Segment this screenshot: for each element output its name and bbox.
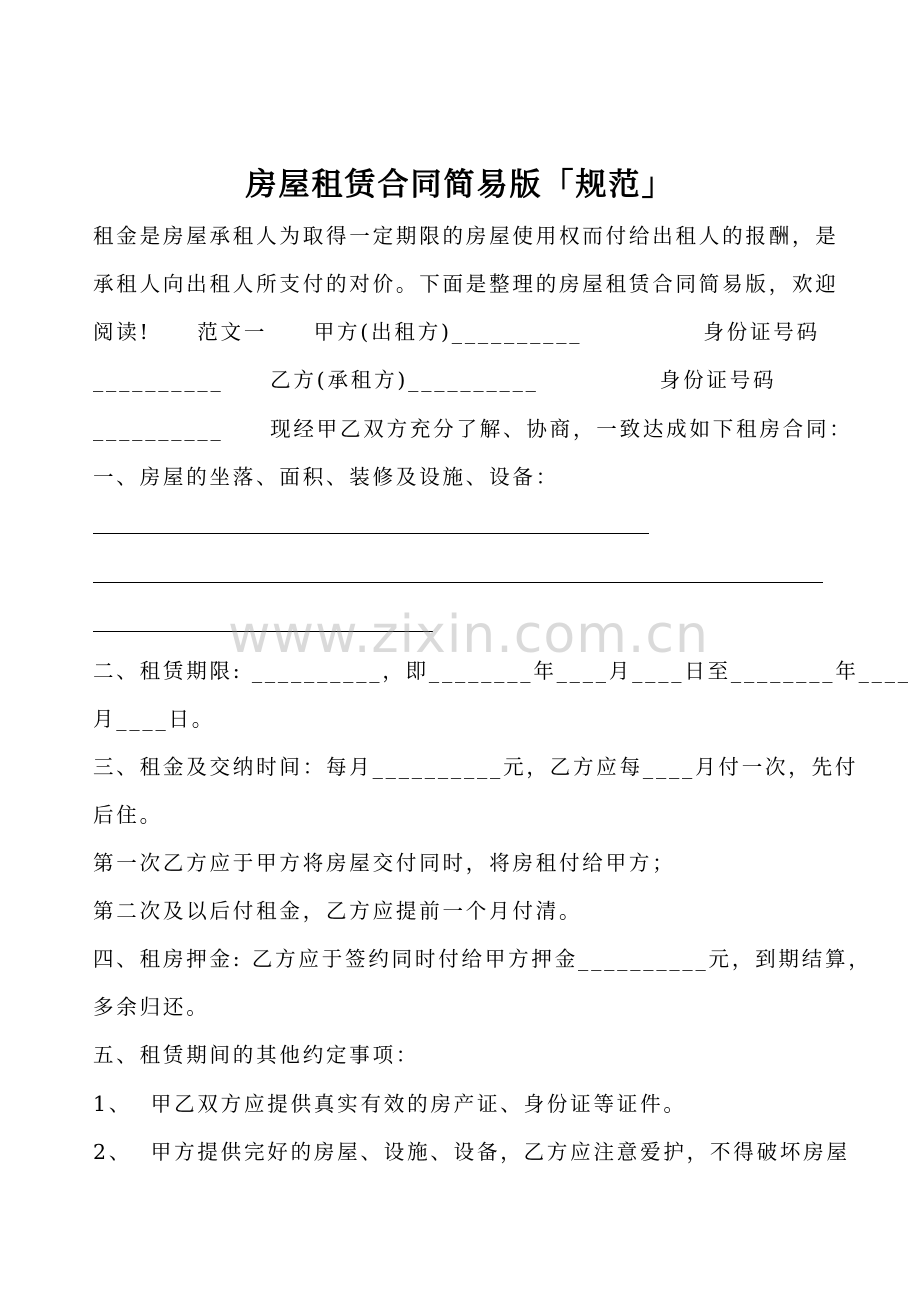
section-heading-4: 四、租房押金: 乙方应于签约同时付给甲方押金__________元，到期结算， <box>93 947 872 971</box>
paragraph-line-6: 月____日。 <box>93 707 216 731</box>
list-item-2: 2、 甲方提供完好的房屋、设施、设备，乙方应注意爱护，不得破坏房屋 <box>93 1140 850 1164</box>
blank-line-1 <box>93 533 649 534</box>
list-item-1: 1、 甲乙双方应提供真实有效的房产证、身份证等证件。 <box>93 1092 687 1116</box>
section-heading-2: 二、租赁期限: __________，即________年____月____日至________年____ <box>93 659 911 683</box>
blank-line-2 <box>93 582 823 583</box>
paragraph-line-7: 后住。 <box>93 803 163 827</box>
paragraph-line-9: 第二次及以后付租金，乙方应提前一个月付清。 <box>93 899 583 923</box>
section-heading-1: 一、房屋的坐落、面积、装修及设施、设备： <box>93 465 559 489</box>
paragraph-line-2: 承租人向出租人所支付的对价。下面是整理的房屋租赁合同简易版，欢迎 <box>93 272 839 296</box>
paragraph-line-8: 第一次乙方应于甲方将房屋交付同时，将房租付给甲方； <box>93 851 676 875</box>
paragraph-line-4: __________ 乙方(承租方)__________ 身份证号码 <box>93 368 777 392</box>
blank-line-3 <box>93 631 433 632</box>
paragraph-line-1: 租金是房屋承租人为取得一定期限的房屋使用权而付给出租人的报酬，是 <box>93 224 839 248</box>
document-title: 房屋租赁合同简易版「规范」 <box>245 167 675 203</box>
section-heading-3: 三、租金及交纳时间：每月__________元，乙方应每____月付一次，先付 <box>93 755 859 779</box>
section-heading-5: 五、租赁期间的其他约定事项： <box>93 1043 420 1067</box>
paragraph-line-3: 阅读! 范文一 甲方(出租方)__________ 身份证号码 <box>93 320 820 344</box>
paragraph-line-10: 多余归还。 <box>93 995 210 1019</box>
paragraph-line-5: __________ 现经甲乙双方充分了解、协商，一致达成如下租房合同： <box>93 417 853 441</box>
watermark: www.zixin.com.cn <box>228 605 709 665</box>
